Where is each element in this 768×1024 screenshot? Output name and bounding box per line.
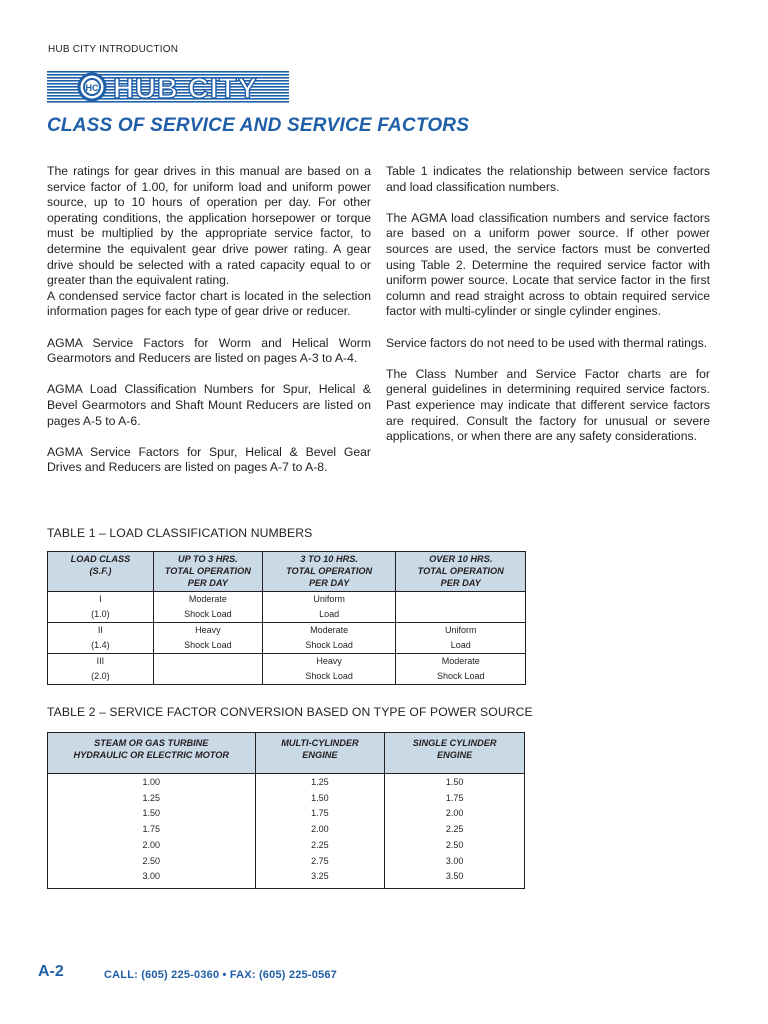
table-cell: 3.50 <box>445 871 464 882</box>
right-column <box>386 164 710 460</box>
table-column-values <box>385 774 525 889</box>
table-row <box>48 623 526 654</box>
table-cell: 2.50 <box>142 855 161 866</box>
svg-text:HC: HC <box>85 83 99 93</box>
paragraph: Service factors do not need to be used with thermal ratings. <box>386 335 708 350</box>
table-cell: 2.25 <box>445 824 464 835</box>
table-cell: 1.25 <box>311 777 329 787</box>
page-number: A-2 <box>38 963 64 980</box>
table-header: STEAM OR GAS TURBINE HYDRAULIC OR ELECTRIC MOTOR <box>48 733 256 774</box>
running-head: HUB CITY INTRODUCTION <box>48 44 179 55</box>
table-cell: 3.00 <box>445 855 464 866</box>
svg-text:HUB CITY: HUB CITY <box>113 73 258 103</box>
page-title: CLASS OF SERVICE AND SERVICE FACTORS <box>47 115 470 136</box>
table-cell <box>396 592 526 623</box>
table-cell: Moderate Shock Load <box>396 654 526 685</box>
table-cell: Heavy Shock Load <box>262 654 396 685</box>
table-cell: III (2.0) <box>48 654 154 685</box>
table-cell: 2.00 <box>311 824 329 835</box>
paragraph: AGMA Service Factors for Spur, Helical & Bevel Gear Drives and Reducers are listed on pages A-7 to A-8. <box>47 444 371 475</box>
table-cell: 2.00 <box>142 839 161 850</box>
table-row <box>48 654 526 685</box>
table-cell: 2.75 <box>311 855 329 866</box>
table-cell: 3.00 <box>142 871 161 882</box>
table-column-values <box>255 774 385 889</box>
table-cell: 1.00 <box>142 777 161 787</box>
table-header: SINGLE CYLINDER ENGINE <box>385 733 525 774</box>
table-cell: 1.25 <box>142 792 161 803</box>
service-factor-conversion-table <box>47 732 525 889</box>
table-row <box>48 774 525 889</box>
hub-city-logo <box>47 71 289 103</box>
paragraph: The Class Number and Service Factor charts are for general guidelines in determining required service factors. Past experience may indicate that different service factors are required. Consult the factory for unusual or severe applications, or when there are any safety considerations. <box>386 366 710 444</box>
paragraph: A condensed service factor chart is located in the selection information pages for each type of gear drive or reducer. <box>47 288 371 319</box>
table-cell: Moderate Shock Load <box>153 592 262 623</box>
table-cell: 2.25 <box>311 839 329 850</box>
table-cell: 1.75 <box>311 808 329 819</box>
table-cell: Moderate Shock Load <box>262 623 396 654</box>
load-classification-table <box>47 551 526 685</box>
paragraph: AGMA Load Classification Numbers for Spur, Helical & Bevel Gearmotors and Shaft Mount Reducers are listed on pages A-5 to A-6. <box>47 382 371 428</box>
table-header: UP TO 3 HRS. TOTAL OPERATION PER DAY <box>153 552 262 592</box>
paragraph: The AGMA load classification numbers and service factors are based on a uniform power source. If other power sources are used, the service factors must be converted using Table 2. Determine the required service factor with uniform power source. Locate that service factor in the first column and read straight across to obtain required service factor with multi-cylinder or single cylinder engines. <box>386 210 710 319</box>
table-cell: 1.50 <box>311 792 329 803</box>
table-header: OVER 10 HRS. TOTAL OPERATION PER DAY <box>396 552 526 592</box>
left-column <box>47 164 371 491</box>
table1-caption: TABLE 1 – LOAD CLASSIFICATION NUMBERS <box>47 526 313 540</box>
table-cell: Uniform Load <box>262 592 396 623</box>
table-cell: 1.75 <box>445 792 464 803</box>
table-cell: Heavy Shock Load <box>153 623 262 654</box>
table-cell <box>153 654 262 685</box>
paragraph: The ratings for gear drives in this manual are based on a service factor of 1.00, for uniform load and uniform power source, up to 10 hours of operation per day. For other operating conditions, the application horsepower or torque must be multiplied by the appropriate service factor, to determine the equivalent gear drive power rating. A gear drive should be selected with a rated capacity equal to or greater than the equivalent rating. <box>47 164 371 288</box>
table-header: MULTI-CYLINDER ENGINE <box>255 733 385 774</box>
table-cell: 2.50 <box>445 839 464 850</box>
table-cell: 1.75 <box>142 824 161 835</box>
table-cell: 1.50 <box>445 777 464 787</box>
table-cell: II (1.4) <box>48 623 154 654</box>
table-cell: 2.00 <box>445 808 464 819</box>
table2-caption: TABLE 2 – SERVICE FACTOR CONVERSION BASED ON TYPE OF POWER SOURCE <box>47 705 533 719</box>
table-header: LOAD CLASS (S.F.) <box>48 552 154 592</box>
table-cell: 1.50 <box>142 808 161 819</box>
paragraph: AGMA Service Factors for Worm and Helical Worm Gearmotors and Reducers are listed on pages A-3 to A-4. <box>47 335 371 366</box>
table-column-values <box>48 774 256 889</box>
table-header: 3 TO 10 HRS. TOTAL OPERATION PER DAY <box>262 552 396 592</box>
table-cell: Uniform Load <box>396 623 526 654</box>
paragraph: Table 1 indicates the relationship between service factors and load classification numbers. <box>386 164 710 194</box>
footer-contact: CALL: (605) 225-0360 • FAX: (605) 225-0567 <box>104 969 337 981</box>
table-row <box>48 592 526 623</box>
table-cell: I (1.0) <box>48 592 154 623</box>
table-cell: 3.25 <box>311 871 329 882</box>
